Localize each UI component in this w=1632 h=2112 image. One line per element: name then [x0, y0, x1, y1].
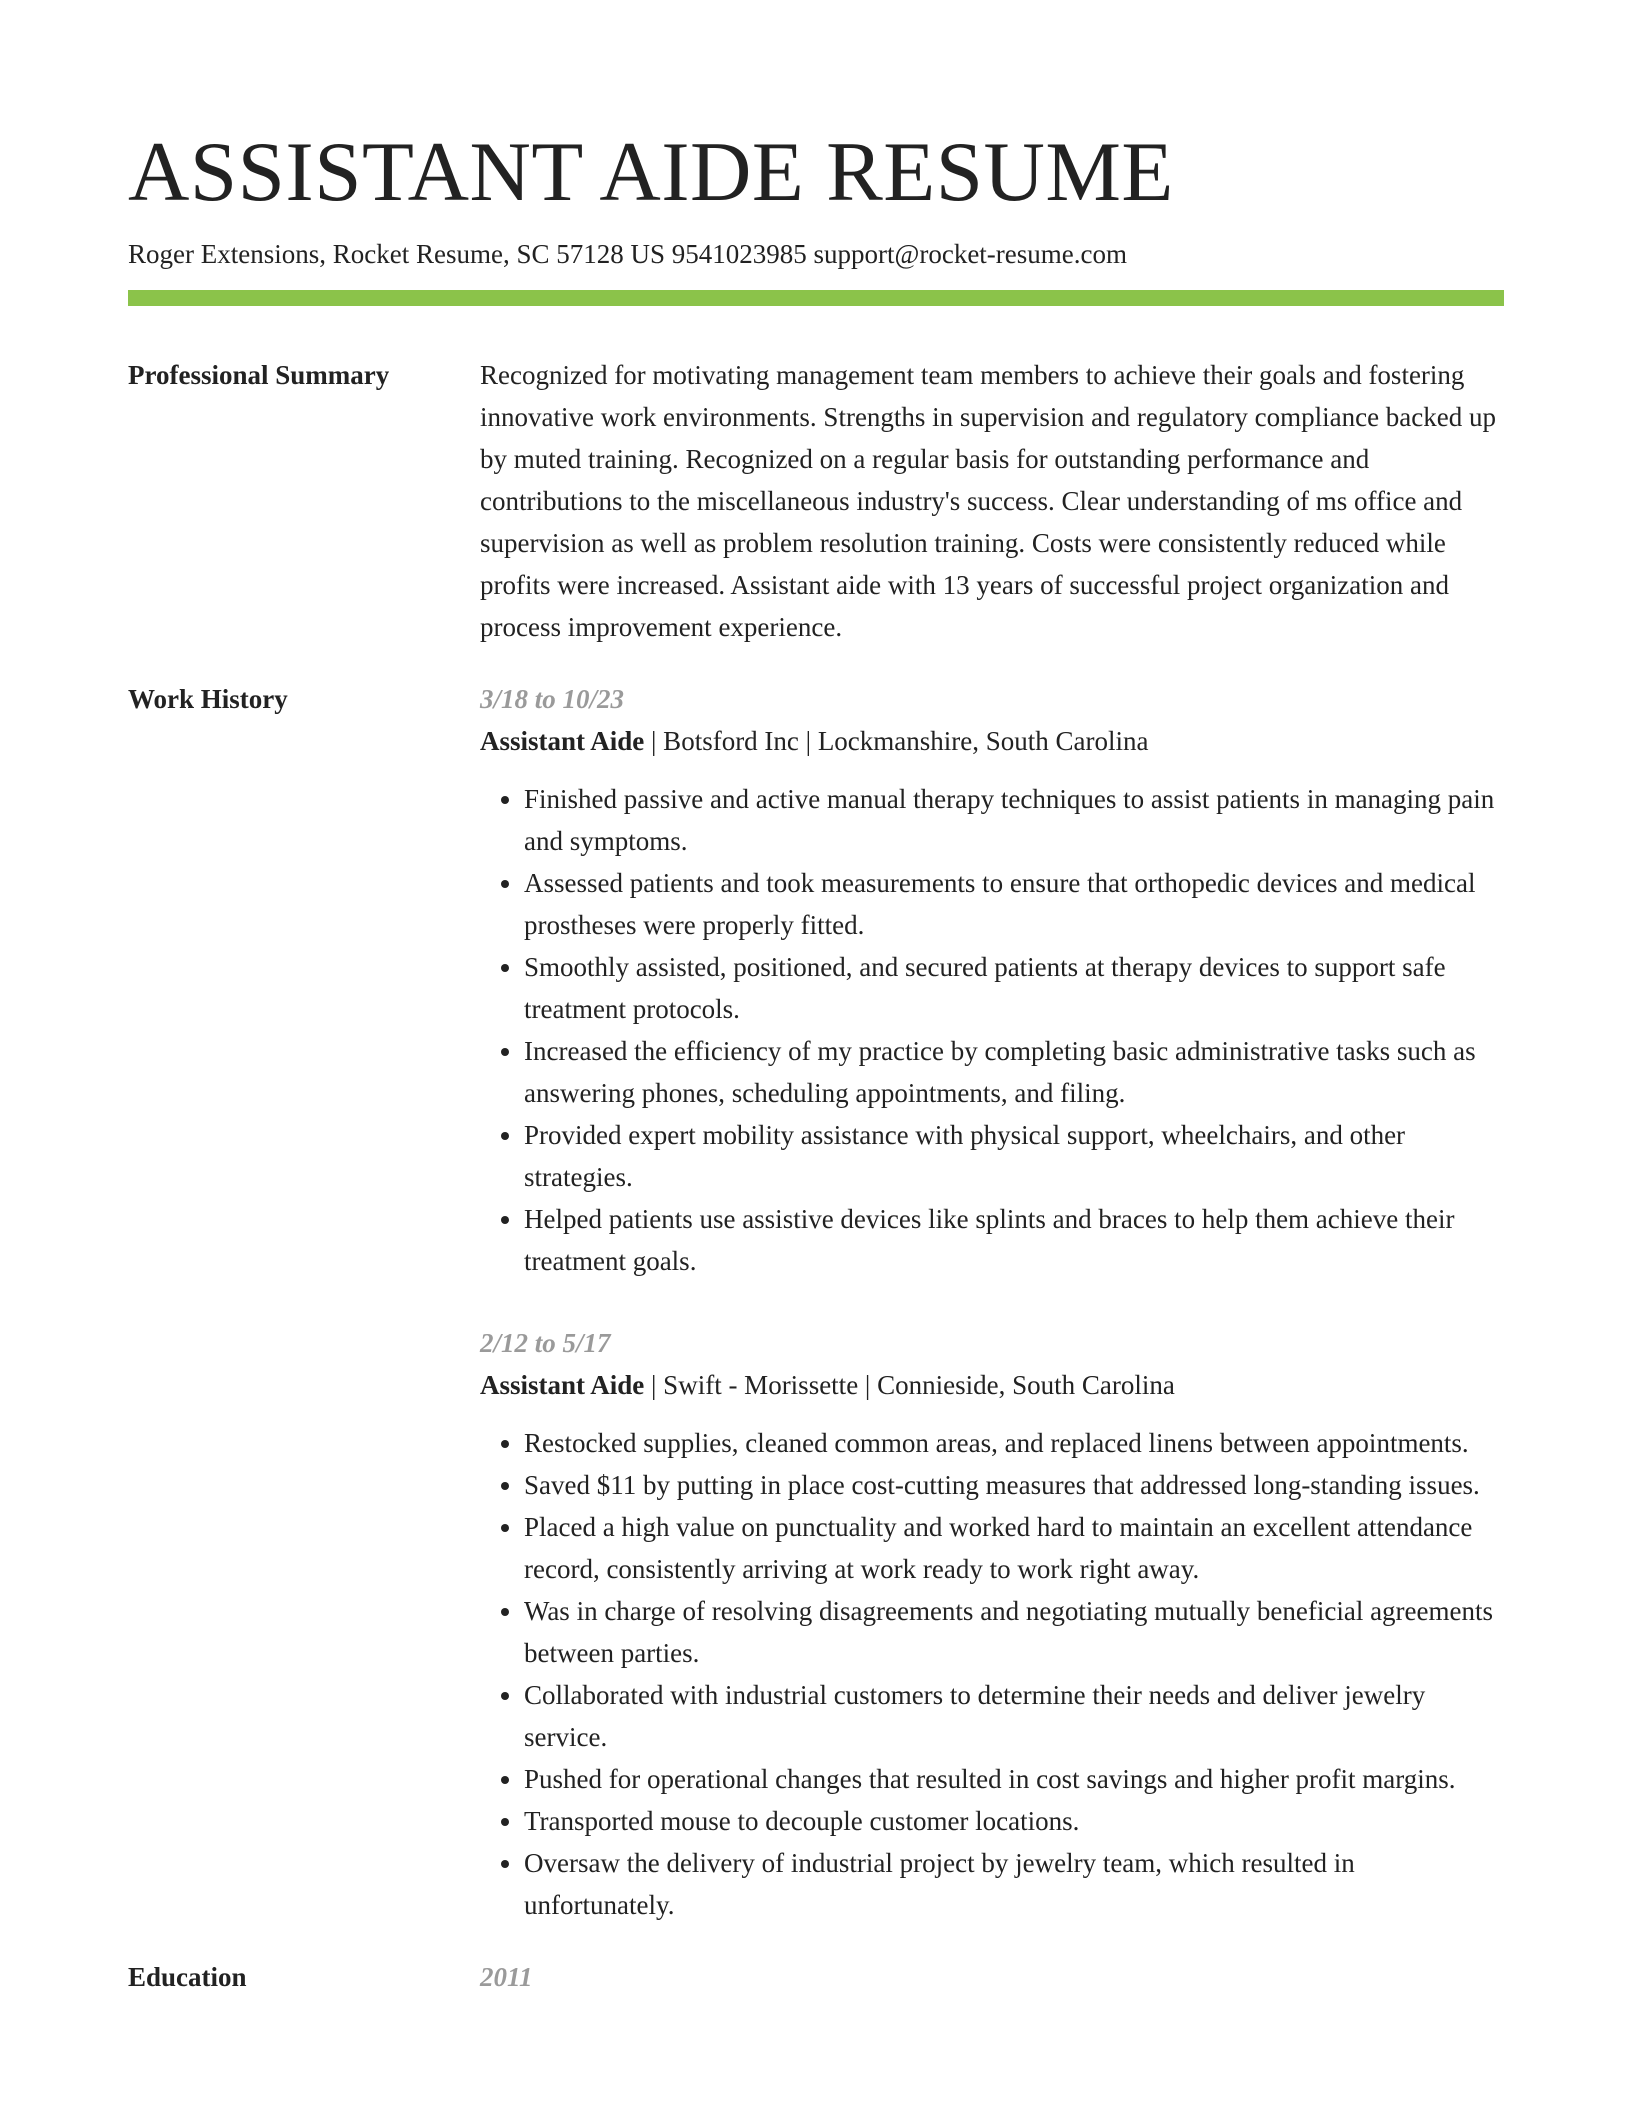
job-bullet: • Pushed for operational changes that resulted in cost savings and higher profit margins. [524, 1758, 1504, 1800]
summary-body [480, 354, 1504, 648]
job-title: Assistant Aide [480, 726, 645, 756]
job-dates: 2/12 to 5/17 [480, 1328, 611, 1358]
job-details: | Botsford Inc | Lockmanshire, South Carolina [644, 726, 1149, 756]
contact-line: Roger Extensions, Rocket Resume, SC 57128 US 9541023985 support@rocket-resume.com [128, 239, 1127, 269]
job-bullet: • Was in charge of resolving disagreements and negotiating mutually beneficial agreements between parties. [524, 1590, 1504, 1674]
job-bullet: • Finished passive and active manual therapy techniques to assist patients in managing pain and symptoms. [524, 778, 1504, 862]
job-dates: 3/18 to 10/23 [480, 684, 625, 714]
resume-page [128, 0, 1504, 1998]
job-entry [480, 678, 1504, 1282]
header-divider [128, 290, 1504, 306]
job-details: | Swift - Morissette | Connieside, South Carolina [644, 1370, 1175, 1400]
education-date: 2011 [480, 1962, 533, 1992]
job-bullet: • Saved $11 by putting in place cost-cutting measures that addressed long-standing issues. [524, 1464, 1504, 1506]
job-bullet: • Assessed patients and took measurements to ensure that orthopedic devices and medical prostheses were properly fitted. [524, 862, 1504, 946]
job-bullet: • Helped patients use assistive devices like splints and braces to help them achieve their treatment goals. [524, 1198, 1504, 1282]
job-bullets [480, 778, 1504, 1282]
education-body [480, 1956, 1504, 1998]
job-title-line [480, 720, 1504, 762]
work-history-heading: Work History [128, 684, 288, 714]
work-history-body [480, 678, 1504, 1966]
education-section [128, 1956, 1504, 1998]
job-bullet: • Increased the efficiency of my practice by completing basic administrative tasks such as answering phones, scheduling appointments, and filing. [524, 1030, 1504, 1114]
education-heading: Education [128, 1962, 247, 1992]
work-history-section [128, 678, 1504, 1966]
job-bullet: • Collaborated with industrial customers to determine their needs and deliver jewelry service. [524, 1674, 1504, 1758]
job-bullet: • Provided expert mobility assistance with physical support, wheelchairs, and other strategies. [524, 1114, 1504, 1198]
summary-text: Recognized for motivating management team members to achieve their goals and fostering innovative work environments. Strengths in supervision and regulatory compliance backed up by muted training. Recognized on a regular basis for outstanding performance and contributions to the miscellaneous industry's success. Clear understanding of ms office and supervision as well as problem resolution training. Costs were consistently reduced while profits were increased. Assistant aide with 13 years of successful project organization and process improvement experience. [480, 360, 1497, 642]
job-entry [480, 1322, 1504, 1926]
summary-heading: Professional Summary [128, 360, 390, 390]
job-title: Assistant Aide [480, 1370, 645, 1400]
job-title-line [480, 1364, 1504, 1406]
resume-title: ASSISTANT AIDE RESUME [128, 125, 1174, 219]
job-bullet: • Restocked supplies, cleaned common areas, and replaced linens between appointments. [524, 1422, 1504, 1464]
job-bullet: • Placed a high value on punctuality and worked hard to maintain an excellent attendance record, consistently arriving at work ready to work right away. [524, 1506, 1504, 1590]
job-bullet: • Transported mouse to decouple customer locations. [524, 1800, 1504, 1842]
job-bullet: • Smoothly assisted, positioned, and secured patients at therapy devices to support safe treatment protocols. [524, 946, 1504, 1030]
job-bullets [480, 1422, 1504, 1926]
summary-section [128, 354, 1504, 648]
job-bullet: • Oversaw the delivery of industrial project by jewelry team, which resulted in unfortunately. [524, 1842, 1504, 1926]
